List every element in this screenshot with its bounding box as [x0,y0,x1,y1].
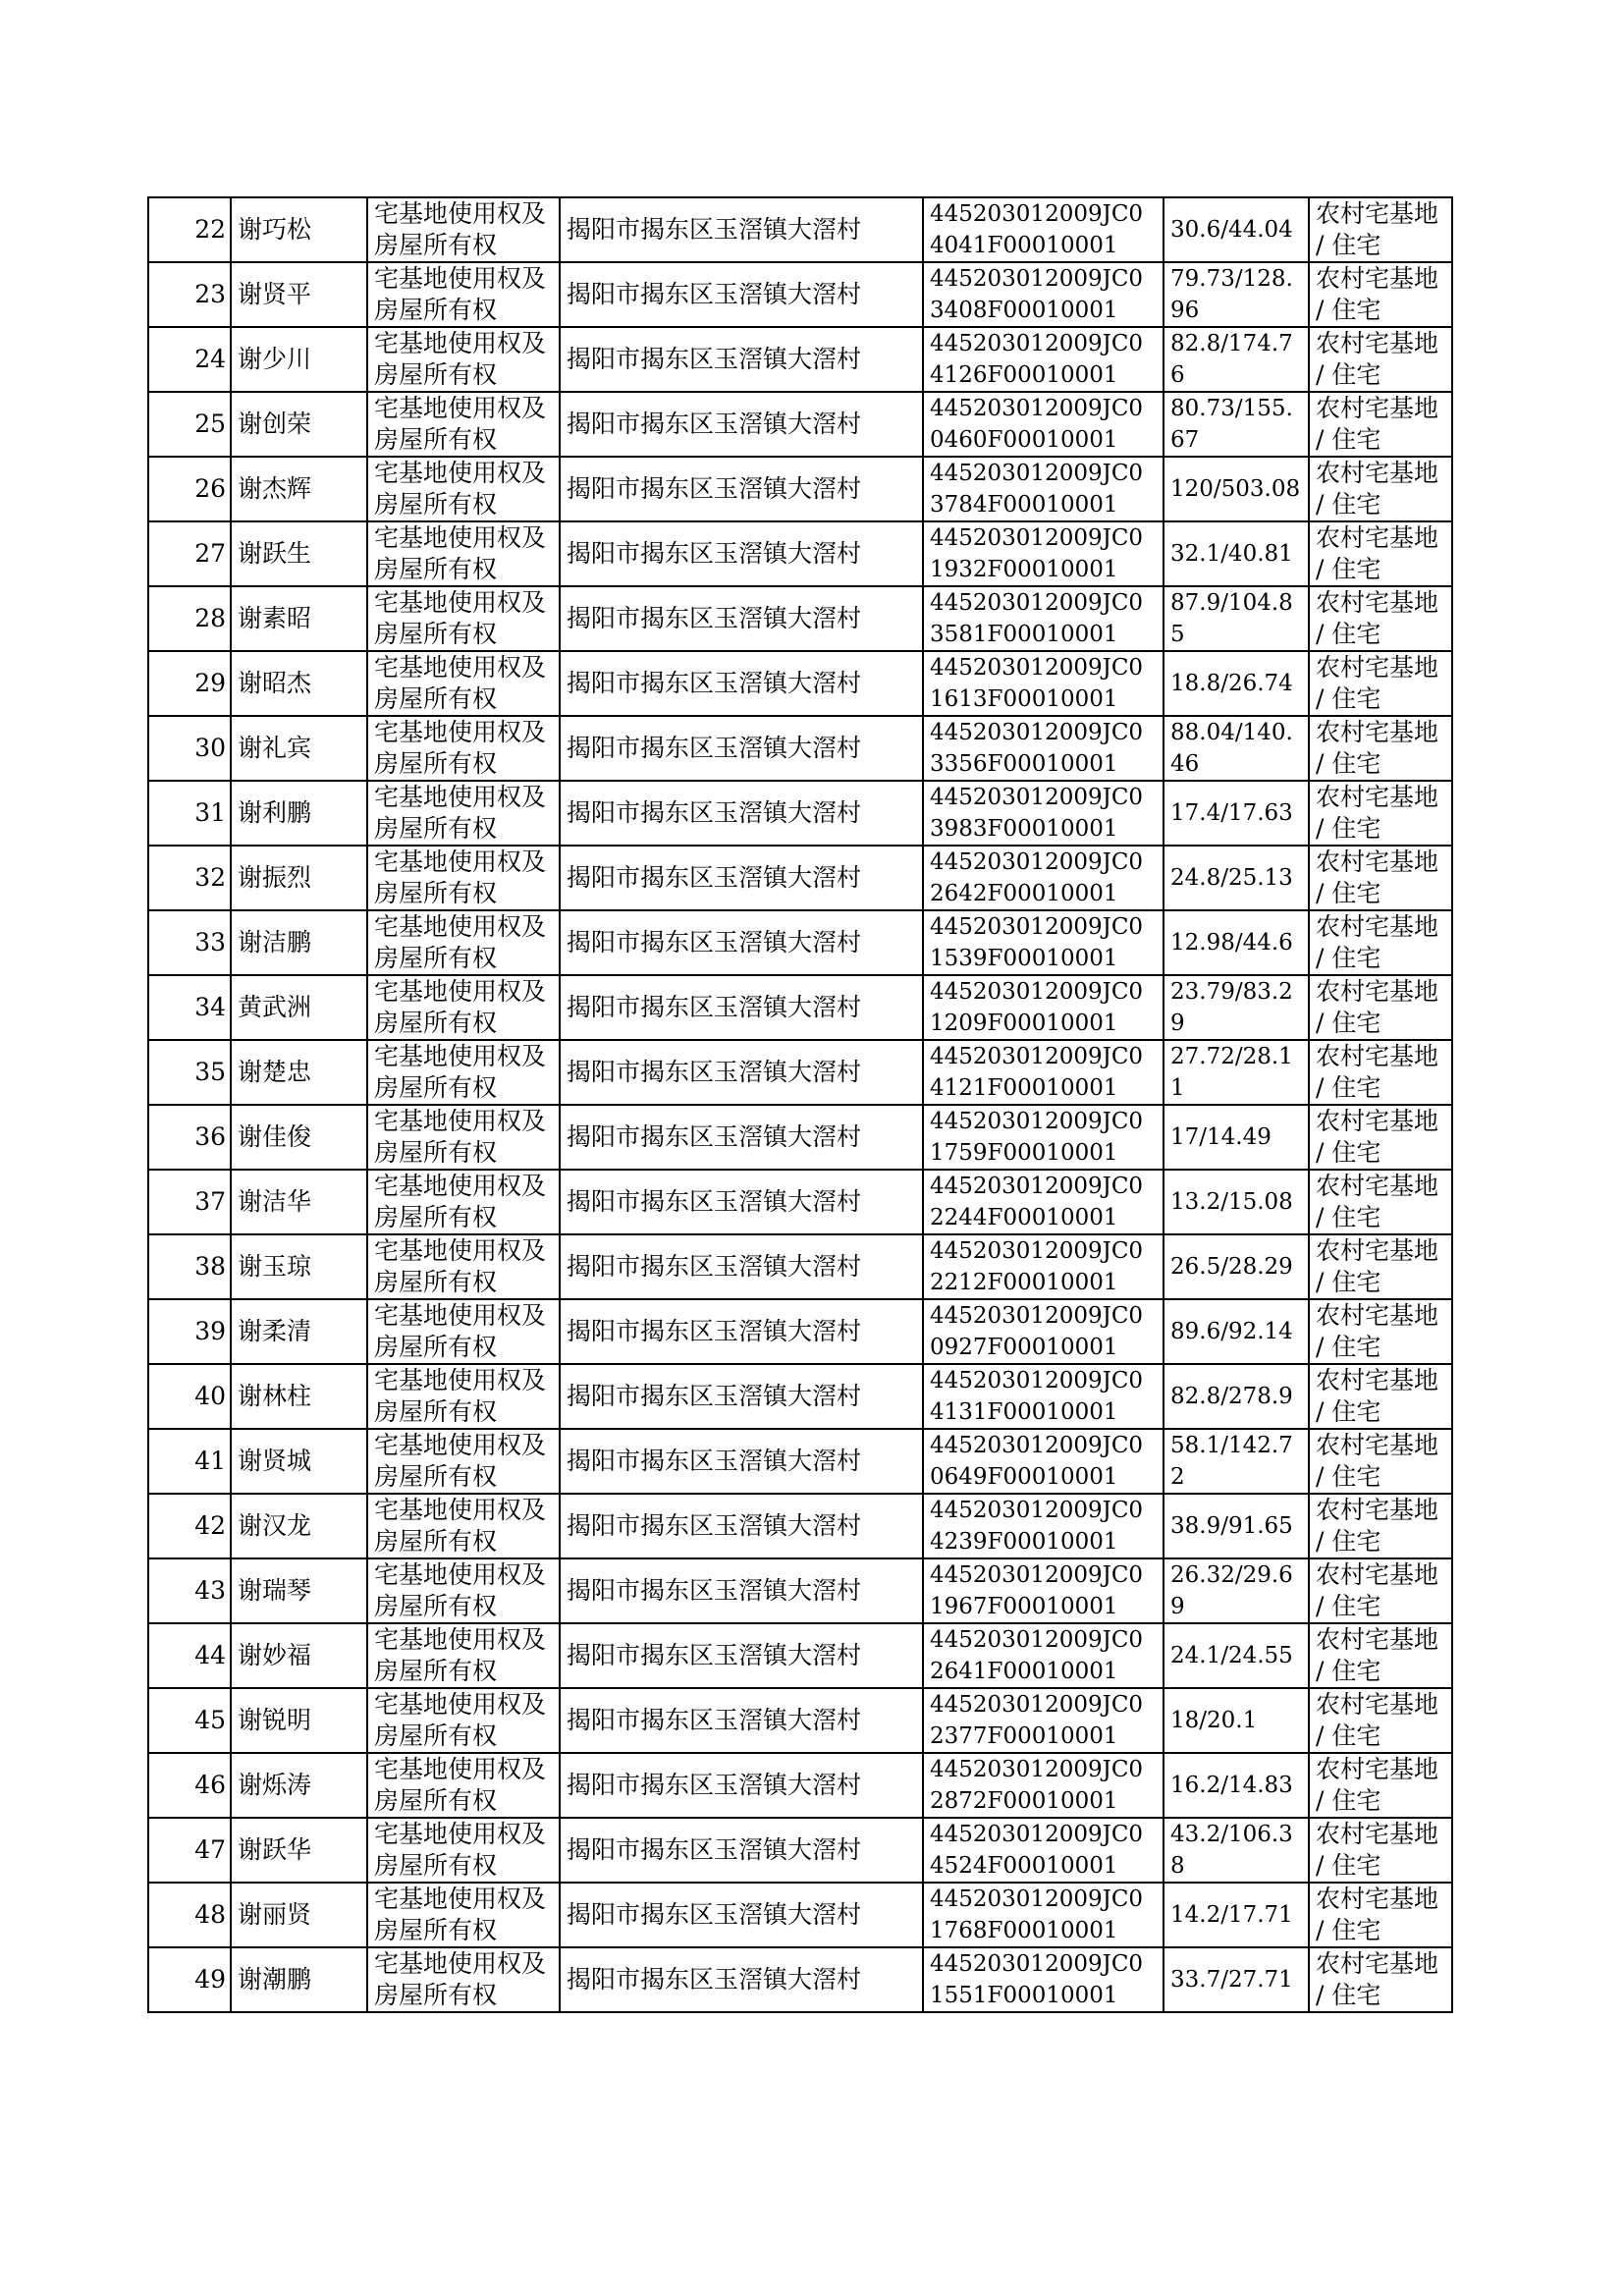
area-value: 38.9/91.65 [1164,1494,1309,1558]
table-row [148,1883,1452,1947]
row-number: 45 [148,1688,231,1753]
row-number: 30 [148,716,231,781]
area-value: 43.2/106.38 [1164,1818,1309,1883]
row-number: 31 [148,781,231,846]
row-number: 24 [148,327,231,392]
area-value: 32.1/40.81 [1164,521,1309,586]
property-location: 揭阳市揭东区玉滘镇大滘村 [560,1105,923,1170]
property-location: 揭阳市揭东区玉滘镇大滘村 [560,1883,923,1947]
table-row [148,1494,1452,1558]
table-row [148,586,1452,651]
land-use: 农村宅基地 / 住宅 [1309,586,1452,651]
table-row [148,1105,1452,1170]
owner-name: 谢柔清 [231,1299,367,1364]
row-number: 38 [148,1234,231,1299]
table-row [148,1040,1452,1105]
unit-code: 445203012009JC01967F00010001 [923,1558,1164,1623]
unit-code: 445203012009JC02377F00010001 [923,1688,1164,1753]
owner-name: 谢潮鹏 [231,1947,367,2012]
owner-name: 谢杰辉 [231,457,367,521]
unit-code: 445203012009JC02641F00010001 [923,1623,1164,1688]
area-value: 13.2/15.08 [1164,1170,1309,1234]
unit-code: 445203012009JC01932F00010001 [923,521,1164,586]
table-row [148,457,1452,521]
property-location: 揭阳市揭东区玉滘镇大滘村 [560,910,923,975]
right-type: 宅基地使用权及房屋所有权 [367,1105,560,1170]
property-location: 揭阳市揭东区玉滘镇大滘村 [560,1494,923,1558]
property-location: 揭阳市揭东区玉滘镇大滘村 [560,1429,923,1494]
area-value: 18/20.1 [1164,1688,1309,1753]
table-row [148,1623,1452,1688]
table-row [148,521,1452,586]
area-value: 87.9/104.85 [1164,586,1309,651]
table-row [148,262,1452,327]
row-number: 26 [148,457,231,521]
table-row [148,1753,1452,1818]
table-row [148,1947,1452,2012]
table-row [148,975,1452,1040]
area-value: 58.1/142.72 [1164,1429,1309,1494]
owner-name: 黄武洲 [231,975,367,1040]
owner-name: 谢丽贤 [231,1883,367,1947]
property-location: 揭阳市揭东区玉滘镇大滘村 [560,1818,923,1883]
area-value: 17.4/17.63 [1164,781,1309,846]
row-number: 44 [148,1623,231,1688]
right-type: 宅基地使用权及房屋所有权 [367,1623,560,1688]
land-use: 农村宅基地 / 住宅 [1309,197,1452,262]
right-type: 宅基地使用权及房屋所有权 [367,651,560,716]
right-type: 宅基地使用权及房屋所有权 [367,586,560,651]
owner-name: 谢瑞琴 [231,1558,367,1623]
area-value: 18.8/26.74 [1164,651,1309,716]
right-type: 宅基地使用权及房屋所有权 [367,1688,560,1753]
owner-name: 谢创荣 [231,392,367,457]
unit-code: 445203012009JC03983F00010001 [923,781,1164,846]
table-row [148,1558,1452,1623]
area-value: 23.79/83.29 [1164,975,1309,1040]
row-number: 39 [148,1299,231,1364]
area-value: 16.2/14.83 [1164,1753,1309,1818]
land-use: 农村宅基地 / 住宅 [1309,1364,1452,1429]
table-row [148,1364,1452,1429]
right-type: 宅基地使用权及房屋所有权 [367,1818,560,1883]
owner-name: 谢妙福 [231,1623,367,1688]
row-number: 43 [148,1558,231,1623]
area-value: 12.98/44.6 [1164,910,1309,975]
area-value: 89.6/92.14 [1164,1299,1309,1364]
table-row [148,846,1452,910]
land-use: 农村宅基地 / 住宅 [1309,262,1452,327]
row-number: 37 [148,1170,231,1234]
row-number: 40 [148,1364,231,1429]
unit-code: 445203012009JC03356F00010001 [923,716,1164,781]
land-use: 农村宅基地 / 住宅 [1309,1818,1452,1883]
area-value: 88.04/140.46 [1164,716,1309,781]
row-number: 46 [148,1753,231,1818]
right-type: 宅基地使用权及房屋所有权 [367,521,560,586]
owner-name: 谢烁涛 [231,1753,367,1818]
right-type: 宅基地使用权及房屋所有权 [367,1558,560,1623]
land-use: 农村宅基地 / 住宅 [1309,1234,1452,1299]
register-rows [148,197,1452,2012]
row-number: 28 [148,586,231,651]
land-use: 农村宅基地 / 住宅 [1309,781,1452,846]
unit-code: 445203012009JC02244F00010001 [923,1170,1164,1234]
land-use: 农村宅基地 / 住宅 [1309,651,1452,716]
right-type: 宅基地使用权及房屋所有权 [367,1234,560,1299]
property-location: 揭阳市揭东区玉滘镇大滘村 [560,1623,923,1688]
register-table [147,196,1453,2013]
unit-code: 445203012009JC02642F00010001 [923,846,1164,910]
right-type: 宅基地使用权及房屋所有权 [367,1429,560,1494]
unit-code: 445203012009JC04126F00010001 [923,327,1164,392]
property-location: 揭阳市揭东区玉滘镇大滘村 [560,1299,923,1364]
row-number: 47 [148,1818,231,1883]
property-location: 揭阳市揭东区玉滘镇大滘村 [560,521,923,586]
property-location: 揭阳市揭东区玉滘镇大滘村 [560,1688,923,1753]
area-value: 80.73/155.67 [1164,392,1309,457]
land-use: 农村宅基地 / 住宅 [1309,392,1452,457]
area-value: 79.73/128.96 [1164,262,1309,327]
row-number: 25 [148,392,231,457]
right-type: 宅基地使用权及房屋所有权 [367,1299,560,1364]
right-type: 宅基地使用权及房屋所有权 [367,1947,560,2012]
area-value: 120/503.08 [1164,457,1309,521]
land-use: 农村宅基地 / 住宅 [1309,1429,1452,1494]
table-row [148,327,1452,392]
area-value: 26.32/29.69 [1164,1558,1309,1623]
area-value: 82.8/278.9 [1164,1364,1309,1429]
table-row [148,716,1452,781]
right-type: 宅基地使用权及房屋所有权 [367,262,560,327]
area-value: 27.72/28.11 [1164,1040,1309,1105]
unit-code: 445203012009JC02212F00010001 [923,1234,1164,1299]
row-number: 36 [148,1105,231,1170]
land-use: 农村宅基地 / 住宅 [1309,1558,1452,1623]
area-value: 17/14.49 [1164,1105,1309,1170]
table-row [148,1299,1452,1364]
owner-name: 谢少川 [231,327,367,392]
right-type: 宅基地使用权及房屋所有权 [367,716,560,781]
table-row [148,1688,1452,1753]
row-number: 42 [148,1494,231,1558]
property-location: 揭阳市揭东区玉滘镇大滘村 [560,327,923,392]
land-use: 农村宅基地 / 住宅 [1309,1040,1452,1105]
land-use: 农村宅基地 / 住宅 [1309,1494,1452,1558]
owner-name: 谢佳俊 [231,1105,367,1170]
table-row [148,910,1452,975]
right-type: 宅基地使用权及房屋所有权 [367,1883,560,1947]
property-location: 揭阳市揭东区玉滘镇大滘村 [560,1364,923,1429]
unit-code: 445203012009JC04524F00010001 [923,1818,1164,1883]
land-use: 农村宅基地 / 住宅 [1309,910,1452,975]
property-location: 揭阳市揭东区玉滘镇大滘村 [560,586,923,651]
right-type: 宅基地使用权及房屋所有权 [367,1040,560,1105]
unit-code: 445203012009JC01551F00010001 [923,1947,1164,2012]
land-use: 农村宅基地 / 住宅 [1309,716,1452,781]
unit-code: 445203012009JC01209F00010001 [923,975,1164,1040]
table-row [148,781,1452,846]
owner-name: 谢汉龙 [231,1494,367,1558]
property-location: 揭阳市揭东区玉滘镇大滘村 [560,651,923,716]
unit-code: 445203012009JC01759F00010001 [923,1105,1164,1170]
row-number: 22 [148,197,231,262]
land-use: 农村宅基地 / 住宅 [1309,846,1452,910]
land-use: 农村宅基地 / 住宅 [1309,521,1452,586]
right-type: 宅基地使用权及房屋所有权 [367,975,560,1040]
land-use: 农村宅基地 / 住宅 [1309,1170,1452,1234]
right-type: 宅基地使用权及房屋所有权 [367,327,560,392]
owner-name: 谢洁华 [231,1170,367,1234]
unit-code: 445203012009JC04121F00010001 [923,1040,1164,1105]
unit-code: 445203012009JC03784F00010001 [923,457,1164,521]
unit-code: 445203012009JC02872F00010001 [923,1753,1164,1818]
property-location: 揭阳市揭东区玉滘镇大滘村 [560,197,923,262]
unit-code: 445203012009JC00927F00010001 [923,1299,1164,1364]
area-value: 82.8/174.76 [1164,327,1309,392]
area-value: 24.1/24.55 [1164,1623,1309,1688]
area-value: 24.8/25.13 [1164,846,1309,910]
unit-code: 445203012009JC00649F00010001 [923,1429,1164,1494]
land-use: 农村宅基地 / 住宅 [1309,1299,1452,1364]
owner-name: 谢贤城 [231,1429,367,1494]
property-location: 揭阳市揭东区玉滘镇大滘村 [560,262,923,327]
owner-name: 谢巧松 [231,197,367,262]
property-location: 揭阳市揭东区玉滘镇大滘村 [560,457,923,521]
unit-code: 445203012009JC03408F00010001 [923,262,1164,327]
owner-name: 谢洁鹏 [231,910,367,975]
table-row [148,1170,1452,1234]
land-use: 农村宅基地 / 住宅 [1309,975,1452,1040]
property-location: 揭阳市揭东区玉滘镇大滘村 [560,392,923,457]
right-type: 宅基地使用权及房屋所有权 [367,392,560,457]
row-number: 33 [148,910,231,975]
unit-code: 445203012009JC03581F00010001 [923,586,1164,651]
property-location: 揭阳市揭东区玉滘镇大滘村 [560,1234,923,1299]
right-type: 宅基地使用权及房屋所有权 [367,197,560,262]
row-number: 27 [148,521,231,586]
right-type: 宅基地使用权及房屋所有权 [367,1494,560,1558]
land-use: 农村宅基地 / 住宅 [1309,1623,1452,1688]
owner-name: 谢贤平 [231,262,367,327]
right-type: 宅基地使用权及房屋所有权 [367,1753,560,1818]
land-use: 农村宅基地 / 住宅 [1309,1753,1452,1818]
area-value: 14.2/17.71 [1164,1883,1309,1947]
owner-name: 谢楚忠 [231,1040,367,1105]
owner-name: 谢昭杰 [231,651,367,716]
area-value: 30.6/44.04 [1164,197,1309,262]
right-type: 宅基地使用权及房屋所有权 [367,1364,560,1429]
row-number: 29 [148,651,231,716]
row-number: 48 [148,1883,231,1947]
right-type: 宅基地使用权及房屋所有权 [367,1170,560,1234]
property-location: 揭阳市揭东区玉滘镇大滘村 [560,781,923,846]
table-row [148,392,1452,457]
row-number: 35 [148,1040,231,1105]
property-location: 揭阳市揭东区玉滘镇大滘村 [560,1947,923,2012]
owner-name: 谢振烈 [231,846,367,910]
property-location: 揭阳市揭东区玉滘镇大滘村 [560,1558,923,1623]
owner-name: 谢素昭 [231,586,367,651]
unit-code: 445203012009JC04131F00010001 [923,1364,1164,1429]
unit-code: 445203012009JC01613F00010001 [923,651,1164,716]
owner-name: 谢礼宾 [231,716,367,781]
area-value: 33.7/27.71 [1164,1947,1309,2012]
owner-name: 谢玉琼 [231,1234,367,1299]
owner-name: 谢林柱 [231,1364,367,1429]
row-number: 34 [148,975,231,1040]
table-row [148,197,1452,262]
property-location: 揭阳市揭东区玉滘镇大滘村 [560,846,923,910]
land-use: 农村宅基地 / 住宅 [1309,1947,1452,2012]
right-type: 宅基地使用权及房屋所有权 [367,457,560,521]
unit-code: 445203012009JC01539F00010001 [923,910,1164,975]
property-location: 揭阳市揭东区玉滘镇大滘村 [560,1753,923,1818]
owner-name: 谢锐明 [231,1688,367,1753]
right-type: 宅基地使用权及房屋所有权 [367,846,560,910]
table-row [148,1429,1452,1494]
unit-code: 445203012009JC04041F00010001 [923,197,1164,262]
table-row [148,651,1452,716]
right-type: 宅基地使用权及房屋所有权 [367,910,560,975]
row-number: 49 [148,1947,231,2012]
property-location: 揭阳市揭东区玉滘镇大滘村 [560,716,923,781]
row-number: 23 [148,262,231,327]
land-use: 农村宅基地 / 住宅 [1309,1105,1452,1170]
land-use: 农村宅基地 / 住宅 [1309,1883,1452,1947]
owner-name: 谢利鹏 [231,781,367,846]
table-row [148,1234,1452,1299]
land-use: 农村宅基地 / 住宅 [1309,327,1452,392]
row-number: 32 [148,846,231,910]
owner-name: 谢跃生 [231,521,367,586]
property-location: 揭阳市揭东区玉滘镇大滘村 [560,1170,923,1234]
unit-code: 445203012009JC01768F00010001 [923,1883,1164,1947]
property-location: 揭阳市揭东区玉滘镇大滘村 [560,975,923,1040]
table-row [148,1818,1452,1883]
owner-name: 谢跃华 [231,1818,367,1883]
unit-code: 445203012009JC00460F00010001 [923,392,1164,457]
land-use: 农村宅基地 / 住宅 [1309,457,1452,521]
property-location: 揭阳市揭东区玉滘镇大滘村 [560,1040,923,1105]
right-type: 宅基地使用权及房屋所有权 [367,781,560,846]
land-use: 农村宅基地 / 住宅 [1309,1688,1452,1753]
area-value: 26.5/28.29 [1164,1234,1309,1299]
unit-code: 445203012009JC04239F00010001 [923,1494,1164,1558]
row-number: 41 [148,1429,231,1494]
